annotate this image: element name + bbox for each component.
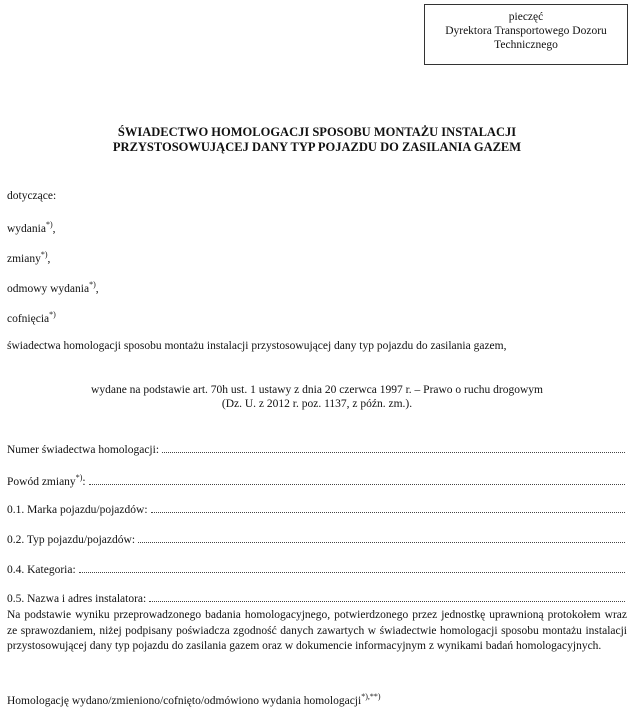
subject-line: świadectwa homologacji sposobu montażu instalacji przystosowującej dany typ pojazdu do zasilania gazem, [7,340,507,352]
field-marka-label: 0.1. Marka pojazdu/pojazdów: [7,504,148,516]
footnote-marker: *) [45,220,53,229]
footnote-marker: *),**) [361,692,381,701]
option-zmiany [7,250,50,265]
title-line-2: PRZYSTOSOWUJĄCEJ DANY TYP POJAZDU DO ZASILANIA GAZEM [112,140,522,154]
final-statement-text: Homologację wydano/zmieniono/cofnięto/odmówiono wydania homologacji [7,694,362,707]
field-instalator-label: 0.5. Nazwa i adres instalatora: [7,593,147,605]
field-powod-colon: : [82,475,86,488]
field-kategoria-label: 0.4. Kategoria: [7,564,76,576]
option-cofniecia [7,310,56,325]
title-line-1: ŚWIADECTWO HOMOLOGACJI SPOSOBU MONTAŻU INSTALACJI [117,125,517,139]
final-statement [7,692,381,707]
footnote-marker: *) [75,473,83,482]
field-typ [7,533,625,546]
option-odmowy-label: odmowy wydania [7,282,90,295]
footnote-marker: *) [49,310,56,319]
comma: , [47,252,51,265]
option-zmiany-label: zmiany [7,252,41,265]
legal-basis-line-1: wydane na podstawie art. 70h ust. 1 ustawy z dnia 20 czerwca 1997 r. – Prawo o ruchu drogowym [91,384,543,396]
comma: , [95,282,99,295]
option-cofniecia-label: cofnięcia [7,312,50,325]
label-dotyczace: dotyczące: [7,190,57,202]
stamp-box [424,4,628,65]
option-odmowy [7,280,99,295]
document-title [0,125,634,155]
footnote-marker: *) [89,280,96,289]
field-instalator [7,592,625,605]
stamp-line-3: Technicznego [494,39,558,51]
field-numer-label: Numer świadectwa homologacji: [7,444,160,456]
field-powod-text: Powód zmiany [7,475,76,488]
field-powod [7,473,625,488]
field-kategoria-input[interactable] [79,563,625,573]
field-kategoria [7,563,625,576]
field-instalator-input[interactable] [149,592,625,602]
stamp-line-2: Dyrektora Transportowego Dozoru [445,25,607,37]
field-numer [7,443,625,456]
field-marka-input[interactable] [151,503,625,513]
field-numer-input[interactable] [162,443,625,453]
field-typ-label: 0.2. Typ pojazdu/pojazdów: [7,534,136,546]
option-wydania [7,220,56,235]
stamp-line-1: pieczęć [508,11,544,23]
option-wydania-label: wydania [7,222,46,235]
field-typ-input[interactable] [138,533,625,543]
certification-paragraph: Na podstawie wyniku przeprowadzonego badania homologacyjnego, potwierdzonego przez jednostkę uprawnioną protokołem wraz ze sprawozdaniem, niżej podpisany poświadcza zgodność danych zawartych w świadectwie homologacji sposobu montażu instalacji przystosowującej dany typ pojazdu do zasilania gazem oraz w dokumencie informacyjnym z wynikami badań homologacyjnych. [7,609,627,652]
legal-basis [0,383,634,411]
field-powod-input[interactable] [89,475,625,485]
field-marka [7,503,625,516]
legal-basis-line-2: (Dz. U. z 2012 r. poz. 1137, z późn. zm.). [221,398,413,410]
footnote-marker: *) [40,250,48,259]
comma: , [52,222,56,235]
field-powod-label [7,473,86,488]
